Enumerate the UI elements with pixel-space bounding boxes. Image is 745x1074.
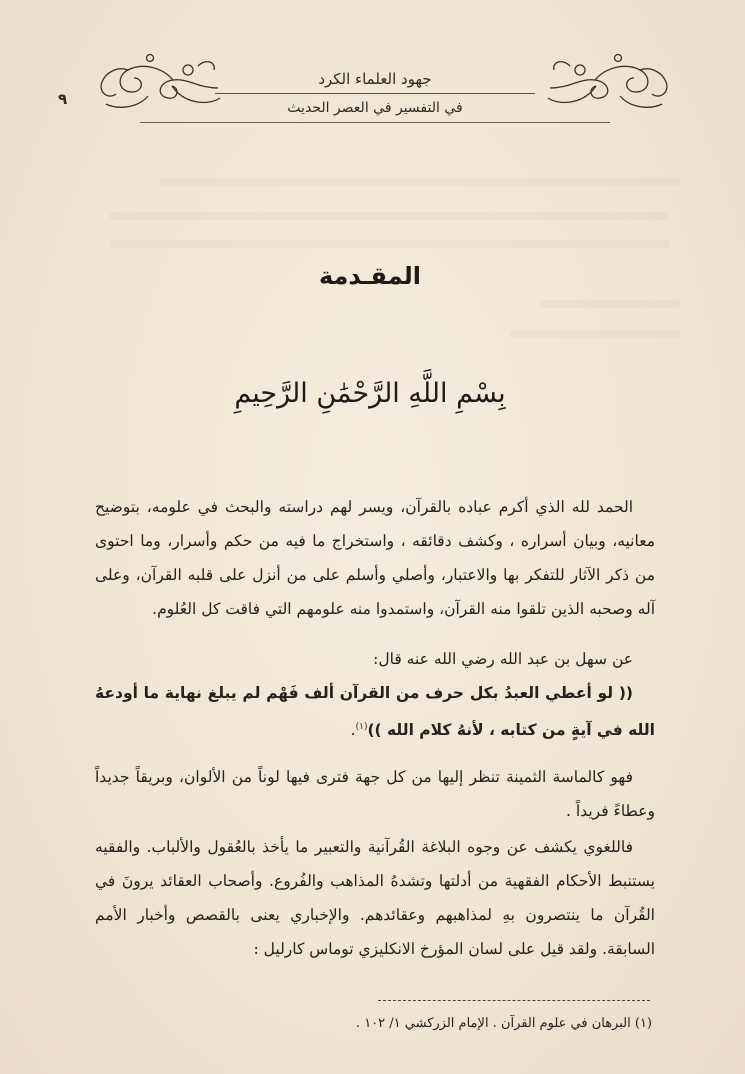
bleed-through xyxy=(160,178,680,186)
floral-flourish-icon xyxy=(540,48,680,118)
footnote-reference: (١) xyxy=(355,722,368,732)
footnote-divider xyxy=(378,1000,650,1001)
chapter-title: المقـدمة xyxy=(318,262,422,290)
header-divider xyxy=(215,93,535,94)
footnote-text: (١) البرهان في علوم القرآن . الإمام الزركشي ١/ ١٠٢ . xyxy=(355,1016,652,1031)
page-number: ٩ xyxy=(58,90,68,108)
running-header-title: جهود العلماء الكرد xyxy=(318,70,432,88)
basmala: بِسْمِ اللَّهِ الرَّحْمَٰنِ الرَّحِيمِ xyxy=(234,378,506,409)
paragraph-diamond: فهو كالماسة الثمينة تنظر إليها من كل جهة فترى فيها لوناً من الألوان، وبريقاً جديداً وعطاءً فريداً . xyxy=(95,768,655,820)
running-header-subtitle: في التفسير في العصر الحديث xyxy=(287,100,463,116)
bleed-through xyxy=(110,212,670,220)
paragraph-opening: الحمد لله الذي أكرم عباده بالقرآن، ويسر لهم دراسته والبحث في علومه، بتوضيح معانيه، وبيان أسراره ، وكشف دقائقه ، واستخراج ما فيه من حكم وأسرار، وما احتوى من ذكر الآثار للتفكر بها والاعتبار، وأصلي وأسلم على من أنزل على قلبه القرآن، وعلى آله وصحبه الذين تلقوا منه القرآن، واستمدوا منه علومهم التي فاقت كل العُلوم. xyxy=(95,498,655,618)
quote-text: (( لو أعطي العبدُ بكل حرف من القرآن ألف فَهْم لم يبلغ نهاية ما أودعهُ الله في آيةٍ من كتابه ، لأنهُ كلام الله )) xyxy=(95,684,655,740)
quote-end-punctuation: . xyxy=(350,721,356,740)
quote-attribution: عن سهل بن عبد الله رضي الله عنه قال: xyxy=(373,650,633,668)
bleed-through xyxy=(510,330,680,338)
paragraph-scholars: فاللغوي يكشف عن وجوه البلاغة القُرآنية والتعبير ما يأخذ بالعُقول والألباب. والفقيه يستنبط الأحكام الفقهية من أدلتها وتشدهُ المذاهب والفُروع. وأصحاب العقائد يرونَ في القُرآن ما ينتصرون بهِ لمذاهبهم وعقائدهم. والإخباري يعنى بالقصص وأخبار الأمم السابقة. ولقد قيل على لسان المؤرخ الانكليزي توماس كارليل : xyxy=(95,838,655,958)
paragraph-quote xyxy=(95,642,655,747)
bleed-through xyxy=(540,300,680,308)
quote-block xyxy=(95,676,655,747)
floral-flourish-icon xyxy=(88,48,228,118)
header-bottom-rule xyxy=(140,122,610,123)
bleed-through xyxy=(110,240,670,248)
